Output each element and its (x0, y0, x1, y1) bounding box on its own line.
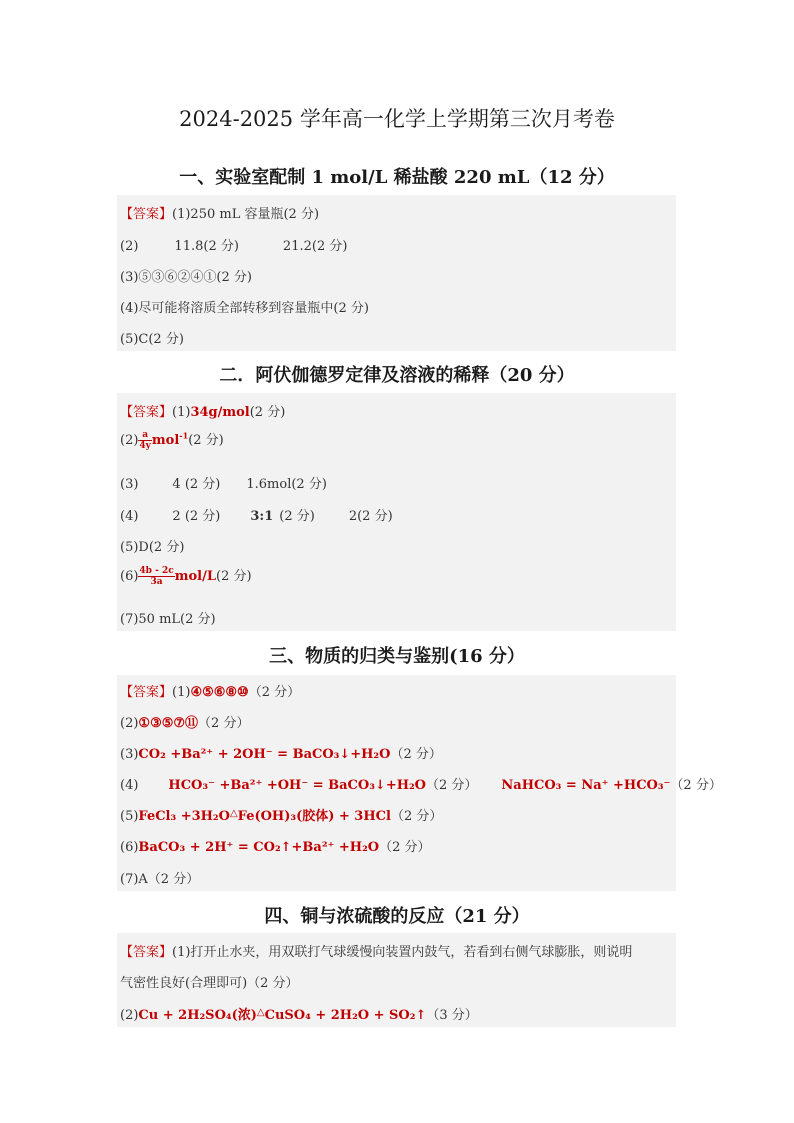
answer-text: (1)打开止水夹，用双联打气球缓慢向装置内鼓气，若看到右侧气球膨胀，则说明 (172, 945, 633, 960)
answer-row (120, 972, 299, 991)
answer-row (120, 536, 184, 555)
answer-equation: NaHCO₃ = Na⁺ +HCO₃⁻ (501, 778, 671, 793)
answer-row (120, 565, 252, 587)
answer-text: (6) (120, 840, 139, 855)
answer-box-1 (117, 195, 676, 351)
answer-row (120, 401, 285, 420)
answer-score: （2 分） (390, 747, 442, 762)
answer-text: (3) (120, 747, 139, 762)
answer-row (120, 203, 319, 222)
answer-row (120, 743, 442, 762)
answer-equation: Fe(OH)₃(胶体) + 3HCl (237, 809, 391, 824)
answer-score: （2 分） (248, 685, 301, 700)
answer-row (120, 681, 300, 700)
section-heading-2: 二．阿伏伽德罗定律及溶液的稀释（20 分） (219, 365, 575, 386)
fraction (138, 566, 174, 587)
answer-text: 2 (2 分) (172, 509, 221, 524)
answer-text: 11.8(2 分) (174, 239, 239, 254)
answer-text: (4) (120, 509, 139, 524)
answer-text: (3)⑤③⑥②④①(2 分) (120, 270, 252, 285)
answer-label: 【答案】 (120, 207, 173, 222)
answer-row (120, 473, 327, 492)
answer-score: （2 分） (379, 840, 431, 855)
answer-text: (3) (120, 477, 139, 492)
fraction-numerator: a (138, 430, 152, 441)
answer-row (120, 712, 249, 731)
answer-label: 【答案】 (120, 405, 173, 420)
answer-text: (2) (120, 1008, 139, 1023)
answer-text: 4 (2 分) (172, 477, 221, 492)
answer-row (120, 505, 393, 524)
fraction-denominator: 4y (139, 441, 151, 451)
answer-score: (2 分) (249, 405, 286, 420)
answer-text: (6) (120, 569, 139, 584)
answer-text: (4)尽可能将溶质全部转移到容量瓶中(2 分) (120, 301, 369, 316)
answer-box-3 (117, 675, 722, 891)
section-heading-1: 一、实验室配制 1 mol/L 稀盐酸 220 mL（12 分） (179, 167, 615, 188)
answer-equation: Cu + 2H₂SO₄(浓) (138, 1008, 257, 1023)
answer-row (120, 774, 722, 793)
heat-symbol: △ (229, 808, 238, 819)
answer-value: 34g/mol (190, 405, 250, 420)
answer-row (120, 836, 431, 855)
answer-label: 【答案】 (120, 685, 173, 700)
answer-score: （3 分） (426, 1008, 478, 1023)
answer-score: (2 分) (188, 433, 224, 448)
answer-equation: CO₂ +Ba²⁺ + 2OH⁻ = BaCO₃↓+H₂O (138, 747, 391, 762)
answer-text: (2) (120, 239, 139, 254)
answer-value: 3:1 (250, 509, 274, 524)
answer-text: (5) (120, 809, 139, 824)
answer-value: mol (151, 433, 180, 448)
answer-value: ④⑤⑥⑧⑩ (190, 685, 249, 700)
answer-label: 【答案】 (120, 945, 173, 960)
answer-text: (4) (120, 778, 139, 793)
answer-text: 1.6mol(2 分) (246, 477, 327, 492)
answer-text: 气密性良好(合理即可)（2 分） (120, 976, 299, 991)
answer-row (120, 266, 252, 285)
answer-text: (5)C(2 分) (120, 332, 184, 347)
superscript: -1 (179, 430, 189, 441)
answer-row (120, 429, 224, 451)
answer-box-2 (117, 393, 676, 631)
answer-row (120, 297, 369, 316)
answer-row (120, 235, 347, 254)
answer-score: （2 分） (426, 778, 478, 793)
answer-text: (7)50 mL(2 分) (120, 612, 216, 627)
answer-row (120, 1004, 478, 1023)
answer-text: (2) (120, 716, 139, 731)
answer-score: (2 分) (216, 569, 252, 584)
section-heading-3: 三、物质的归类与鉴别(16 分） (269, 646, 525, 667)
answer-row (120, 868, 199, 887)
answer-text: 21.2(2 分) (282, 239, 348, 254)
answer-text: (1)250 mL 容量瓶(2 分) (172, 207, 320, 222)
answer-row (120, 805, 442, 824)
page-title: 2024-2025 学年高一化学上学期第三次月考卷 (179, 107, 615, 131)
answer-score: （2 分） (390, 809, 443, 824)
answer-text: (7)A（2 分） (120, 872, 200, 887)
answer-text: 2(2 分) (348, 509, 393, 524)
fraction (138, 430, 152, 451)
fraction-denominator: 3a (150, 577, 163, 587)
answer-box-4 (117, 933, 676, 1027)
answer-equation: HCO₃⁻ +Ba²⁺ +OH⁻ = BaCO₃↓+H₂O (168, 778, 427, 793)
answer-value: mol/L (174, 569, 216, 584)
answer-equation: BaCO₃ + 2H⁺ = CO₂↑+Ba²⁺ +H₂O (138, 840, 380, 855)
answer-equation: CuSO₄ + 2H₂O + SO₂↑ (264, 1008, 427, 1023)
answer-text: (1) (172, 685, 191, 700)
heat-symbol: △ (256, 1007, 265, 1018)
answer-row (120, 941, 632, 960)
answer-row (120, 608, 216, 627)
answer-value: ①③⑤⑦⑪ (138, 716, 199, 731)
answer-equation: FeCl₃ +3H₂O (138, 809, 230, 824)
answer-score: (2 分) (279, 509, 315, 524)
fraction-numerator: 4b - 2c (139, 566, 174, 576)
section-heading-4: 四、铜与浓硫酸的反应（21 分） (264, 906, 530, 927)
answer-text: (2) (120, 433, 139, 448)
answer-score: （2 分） (198, 716, 250, 731)
answer-text: (1) (172, 405, 191, 420)
answer-text: (5)D(2 分) (120, 540, 185, 555)
answer-row (120, 328, 184, 347)
answer-score: （2 分） (670, 778, 722, 793)
